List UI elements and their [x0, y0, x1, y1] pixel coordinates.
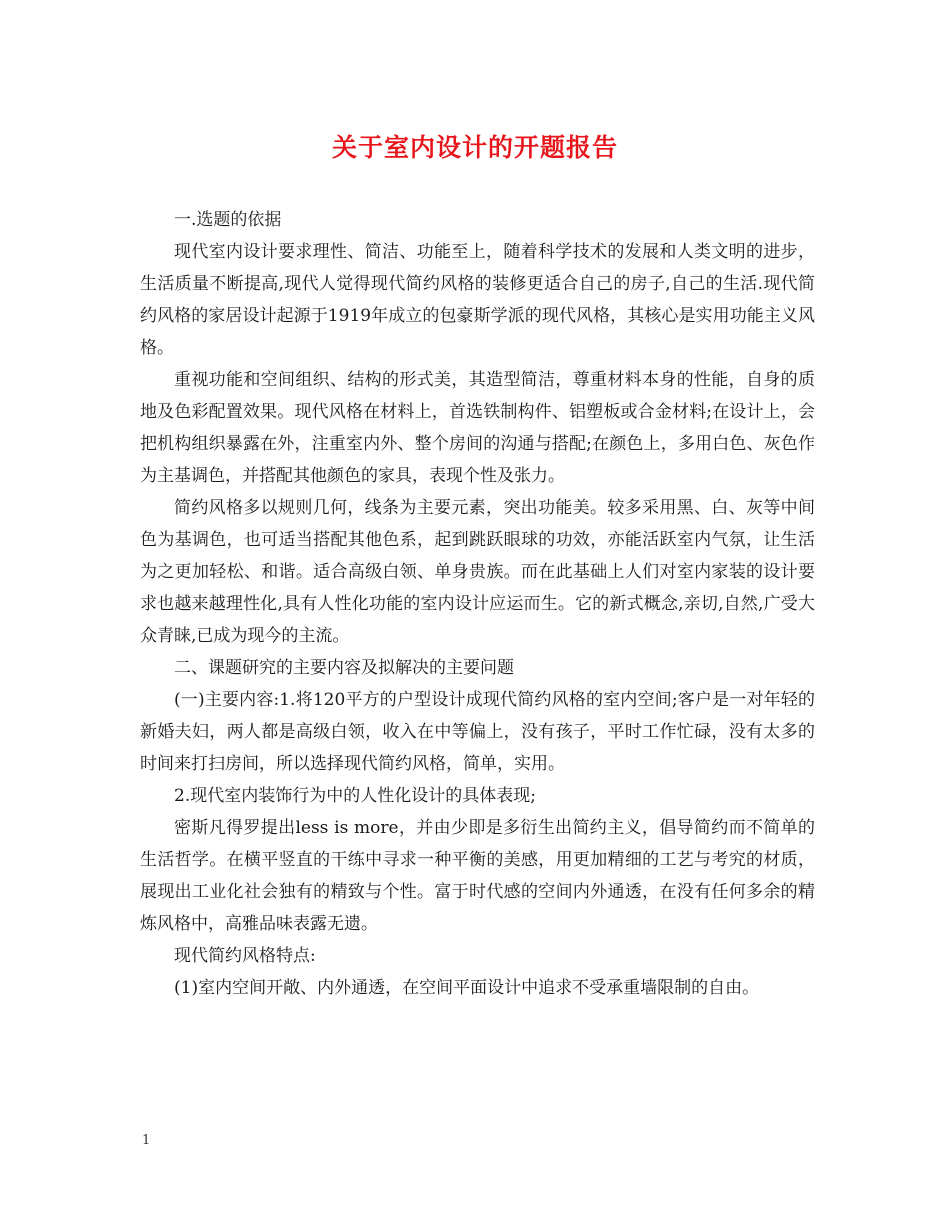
paragraph: 2.现代室内装饰行为中的人性化设计的具体表现; [174, 786, 536, 806]
paragraph: (1)室内空间开敞、内外通透，在空间平面设计中追求不受承重墙限制的自由。 [174, 978, 760, 998]
paragraph: (一)主要内容:1.将120平方的户型设计成现代简约风格的室内空间;客户是一对年轻的新婚夫妇，两人都是高级白领，收入在中等偏上，没有孩子，平时工作忙碌，没有太多的时间来打扫房间，所以选择现代简约风格，简单，实用。 [140, 690, 815, 774]
paragraph: 现代室内设计要求理性、简洁、功能至上，随着科学技术的发展和人类文明的进步，生活质量不断提高,现代人觉得现代简约风格的装修更适合自己的房子,自己的生活.现代简约风格的家居设计起源于1919年成立的包豪斯学派的现代风格，其核心是实用功能主义风格。 [140, 242, 815, 358]
section-heading-research: 二、课题研究的主要内容及拟解决的主要问题 [174, 658, 514, 678]
paragraph: 密斯凡得罗提出less is more，并由少即是多衍生出简约主义，倡导简约而不简单的生活哲学。在横平竖直的干练中寻求一种平衡的美感，用更加精细的工艺与考究的材质，展现出工业化社会独有的精致与个性。富于时代感的空间内外通透，在没有任何多余的精炼风格中，高雅品味表露无遗。 [140, 818, 815, 934]
page-number: 1 [142, 1133, 151, 1148]
section-heading-basis: 一.选题的依据 [174, 210, 282, 230]
paragraph: 重视功能和空间组织、结构的形式美，其造型简洁，尊重材料本身的性能，自身的质地及色彩配置效果。现代风格在材料上，首选铁制构件、铝塑板或合金材料;在设计上，会把机构组织暴露在外，注重室内外、整个房间的沟通与搭配;在颜色上，多用白色、灰色作为主基调色，并搭配其他颜色的家具，表现个性及张力。 [140, 370, 815, 486]
document-title: 关于室内设计的开题报告 [331, 133, 618, 162]
paragraph: 现代简约风格特点: [174, 946, 316, 966]
document-body [140, 204, 815, 1004]
paragraph: 简约风格多以规则几何，线条为主要元素，突出功能美。较多采用黑、白、灰等中间色为基调色，也可适当搭配其他色系，起到跳跃眼球的功效，亦能活跃室内气氛，让生活为之更加轻松、和谐。适合高级白领、单身贵族。而在此基础上人们对室内家装的设计要求也越来越理性化,具有人性化功能的室内设计应运而生。它的新式概念,亲切,自然,广受大众青睐,已成为现今的主流。 [140, 498, 815, 646]
